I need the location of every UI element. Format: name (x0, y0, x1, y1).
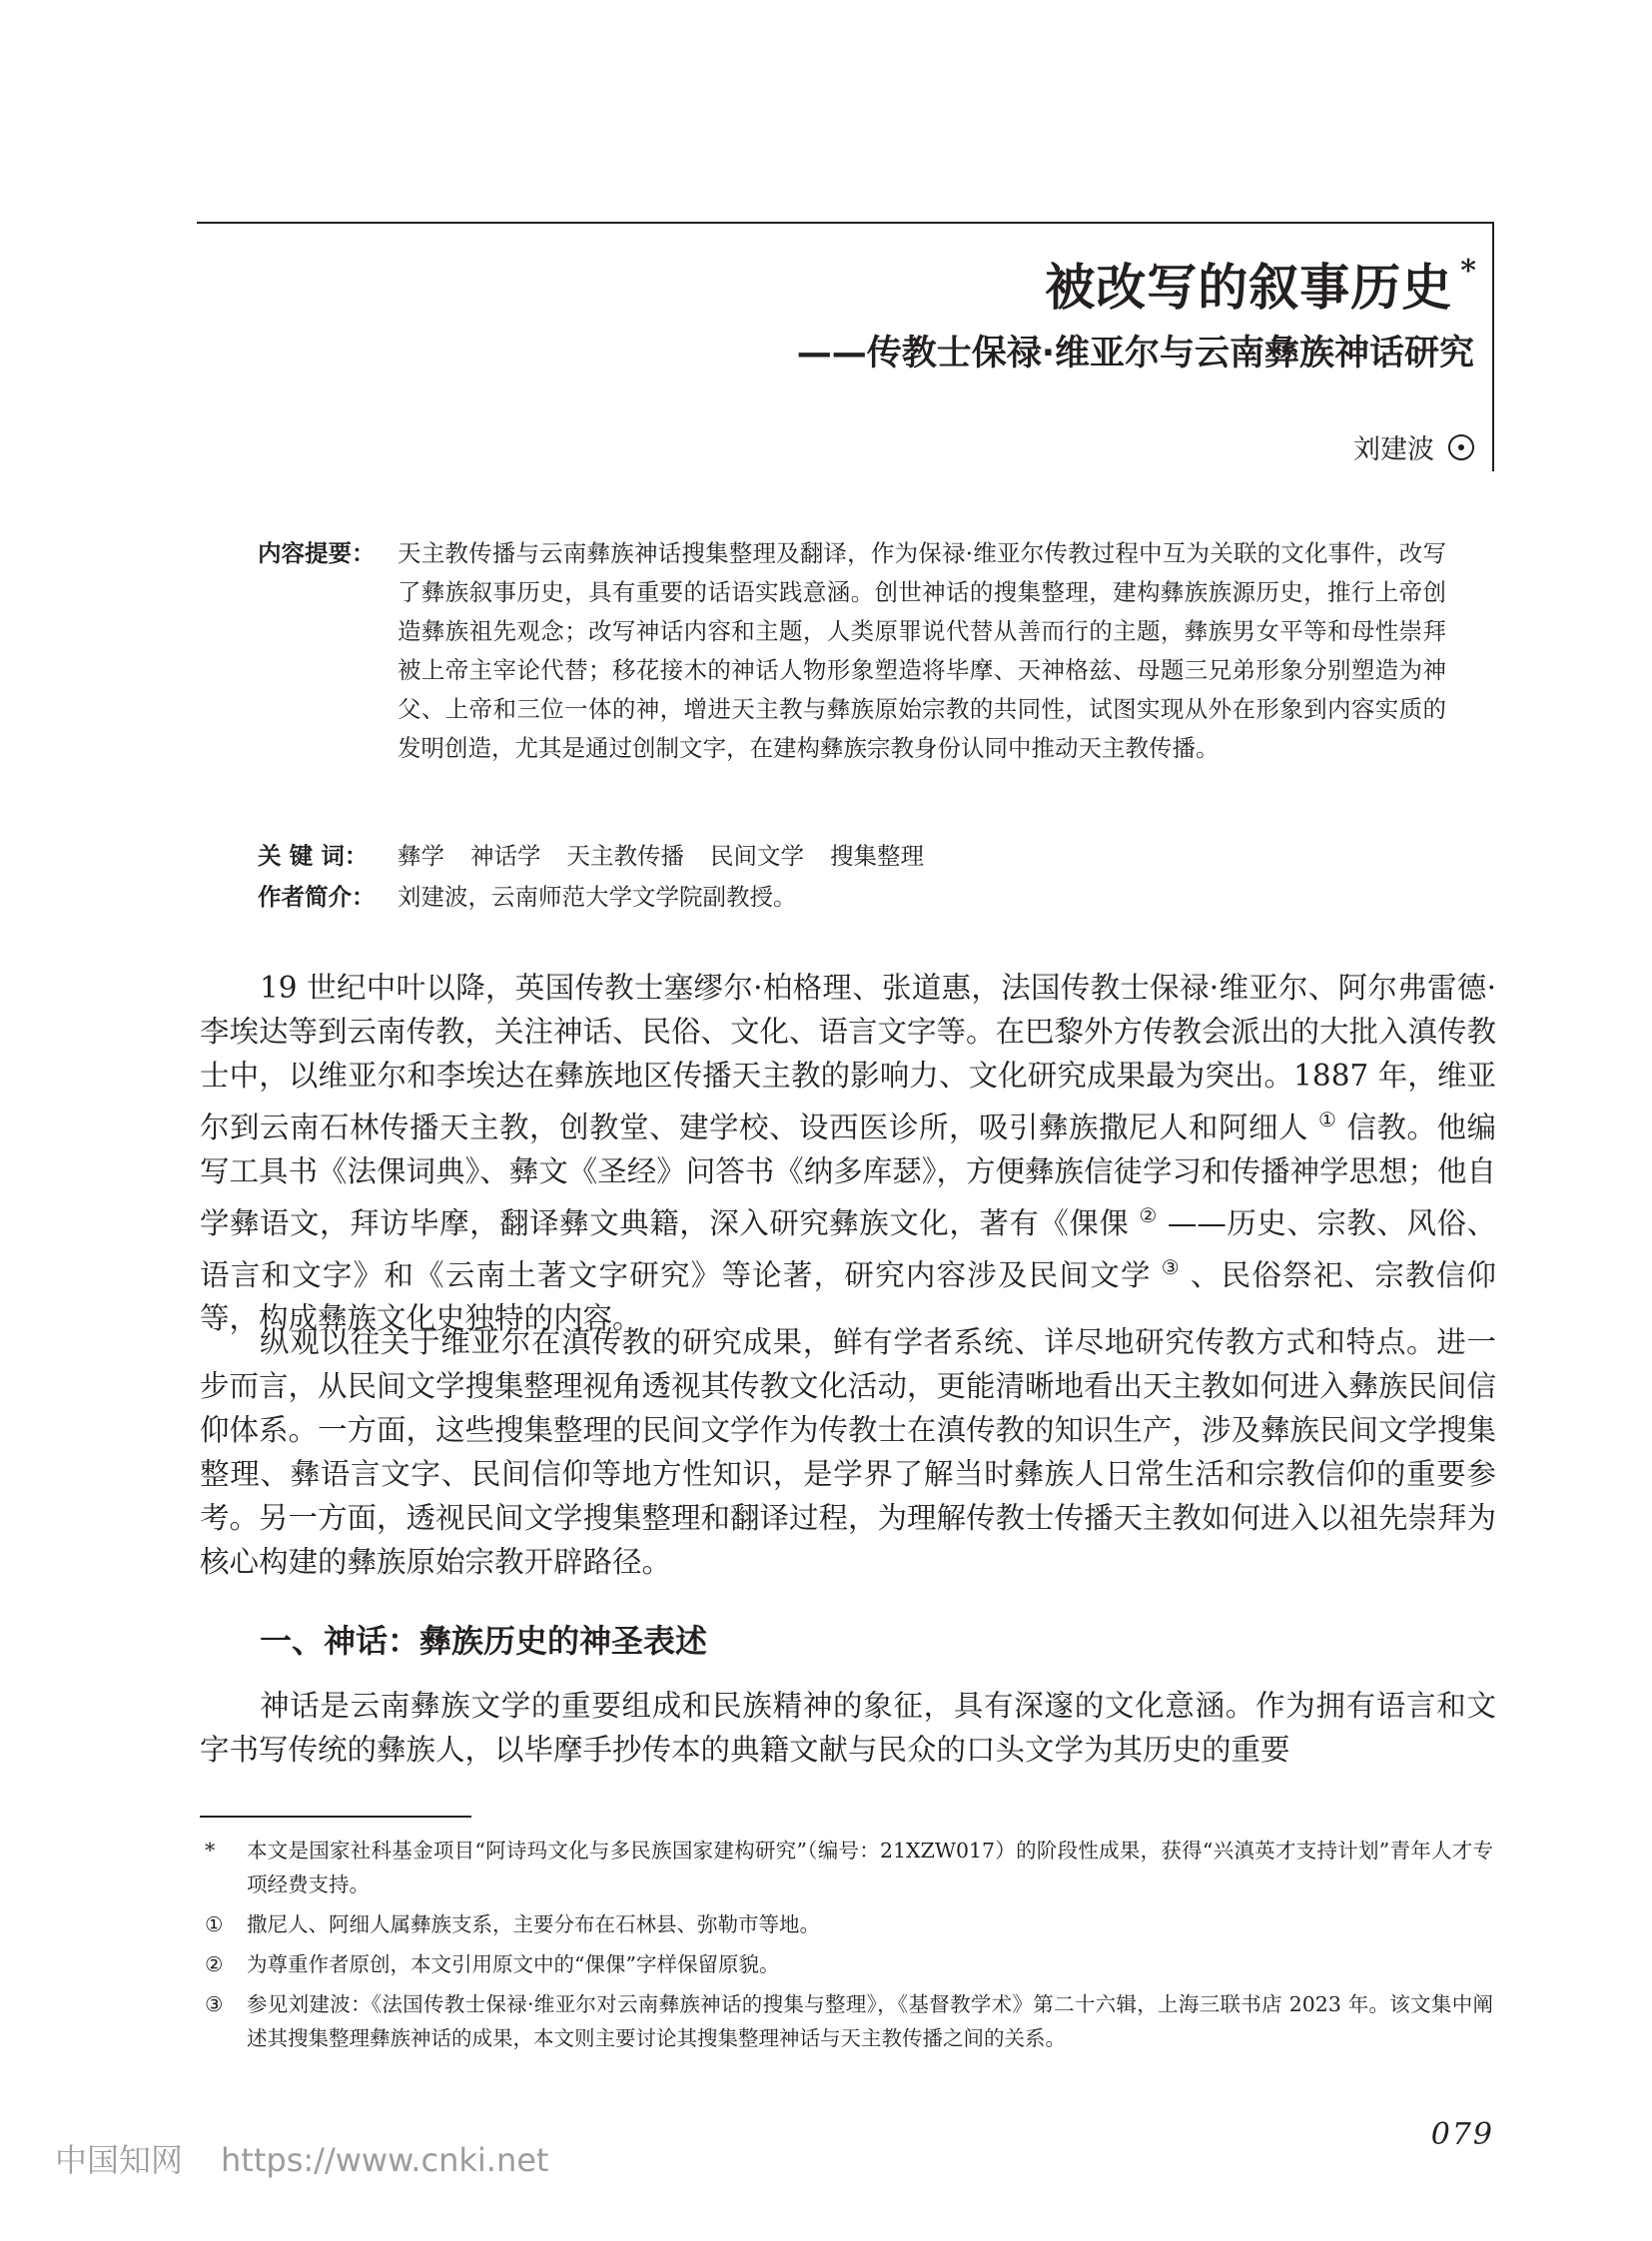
keyword: 彝学 (398, 842, 444, 870)
p1-text-b: 信教。他编写工具书《法倮词典》、彝文《圣经》问答书《纳多库瑟》，方便彝族信徒学习和传播神学思想；他自学彝语文，拜访毕摩，翻译彝文典籍，深入研究彝族文化，著有《倮倮 (200, 1110, 1497, 1240)
p1-text-a: 19 世纪中叶以降，英国传教士塞缪尔·柏格理、张道惠，法国传教士保禄·维亚尔、阿尔弗雷德·李埃达等到云南传教，关注神话、民俗、文化、语言文字等。在巴黎外方传教会派出的大批入滇传教士中，以维亚尔和李埃达在彝族地区传播天主教的影响力、文化研究成果最为突出。1887 年，维亚尔到云南石林传播天主教，创教堂、建学校、设西医诊所，吸引彝族撒尼人和阿细人 (200, 971, 1497, 1144)
keyword: 民间文学 (710, 842, 804, 870)
author-bullseye-icon (1448, 434, 1474, 460)
footnote-mark: ③ (205, 1992, 224, 2016)
keywords-block (258, 837, 1446, 876)
abstract-label: 内容提要： (258, 539, 376, 567)
footnote-divider (200, 1816, 471, 1818)
abstract-block (258, 534, 1446, 768)
footnote-item (205, 1834, 1493, 1901)
footnote-mark: ① (205, 1912, 224, 1936)
body-paragraph-2: 纵观以往关于维亚尔在滇传教的研究成果，鲜有学者系统、详尽地研究传教方式和特点。进一步而言，从民间文学搜集整理视角透视其传教文化活动，更能清晰地看出天主教如何进入彝族民间信仰体系。一方面，这些搜集整理的民间文学作为传教士在滇传教的知识生产，涉及彝族民间文学搜集整理、彝语言文字、民间信仰等地方性知识，是学界了解当时彝族人日常生活和宗教信仰的重要参考。另一方面，透视民间文学搜集整理和翻译过程，为理解传教士传播天主教如何进入以祖先崇拜为核心构建的彝族原始宗教开辟路径。 (200, 1325, 1497, 1579)
bio-label: 作者简介： (258, 883, 376, 911)
section-heading: 一、神话：彝族历史的神圣表述 (260, 1622, 708, 1660)
keyword: 天主教传播 (566, 842, 684, 870)
footnote-mark: * (205, 1839, 216, 1863)
footnote-text: 撒尼人、阿细人属彝族支系，主要分布在石林县、弥勒市等地。 (247, 1912, 820, 1936)
author-line (1353, 427, 1474, 466)
title-text: 被改写的叙事历史 (1045, 258, 1453, 317)
watermark-name: 中国知网 (55, 2141, 184, 2179)
article-subtitle: ——传教士保禄·维亚尔与云南彝族神话研究 (796, 334, 1474, 374)
footnote-list (205, 1834, 1493, 2061)
page-number: 079 (1430, 2117, 1494, 2152)
footnote-text: 本文是国家社科基金项目“阿诗玛文化与多民族国家建构研究”（编号：21XZW017）的阶段性成果，获得“兴滇英才支持计划”青年人才专项经费支持。 (247, 1839, 1493, 1896)
footnote-ref-3: ③ (1161, 1254, 1181, 1279)
footnote-ref-1: ① (1318, 1108, 1337, 1131)
footnote-text: 为尊重作者原创，本文引用原文中的“倮倮”字样保留原貌。 (247, 1952, 780, 1976)
header-rule-right (1492, 222, 1494, 471)
footnote-mark: ② (205, 1952, 224, 1976)
cnki-watermark (55, 2135, 548, 2181)
abstract-text: 天主教传播与云南彝族神话搜集整理及翻译，作为保禄·维亚尔传教过程中互为关联的文化事件，改写了彝族叙事历史，具有重要的话语实践意涵。创世神话的搜集整理，建构彝族族源历史，推行上帝创造彝族祖先观念；改写神话内容和主题，人类原罪说代替从善而行的主题，彝族男女平等和母性崇拜被上帝主宰论代替；移花接木的神话人物形象塑造将毕摩、天神格兹、母题三兄弟形象分别塑造为神父、上帝和三位一体的神，增进天主教与彝族原始宗教的共同性，试图实现从外在形象到内容实质的发明创造，尤其是通过创制文字，在建构彝族宗教身份认同中推动天主教传播。 (398, 539, 1446, 762)
footnote-item (205, 1987, 1493, 2055)
p1-text-c: ——历史、宗教、风俗、语言和文字》和《云南土著文字研究》等论著，研究内容涉及民间文学 (200, 1205, 1496, 1292)
article-title (1045, 248, 1477, 320)
p1-text-d: 、民俗祭祀、宗教信仰等，构成彝族文化史独特的内容。 (200, 1257, 1496, 1336)
bio-text: 刘建波，云南师范大学文学院副教授。 (398, 883, 797, 911)
title-footnote-mark: * (1460, 254, 1477, 290)
author-bio-block (258, 878, 1446, 917)
body-paragraph-3: 神话是云南彝族文学的重要组成和民族精神的象征，具有深邃的文化意涵。作为拥有语言和文字书写传统的彝族人，以毕摩手抄传本的典籍文献与民众的口头文学为其历史的重要 (200, 1689, 1496, 1767)
author-name: 刘建波 (1353, 434, 1434, 465)
keyword: 神话学 (470, 842, 541, 870)
keywords-label: 关 键 词： (258, 842, 369, 870)
header-rule-top (197, 222, 1494, 224)
keywords-list (258, 837, 1446, 876)
body-paragraph-1 (200, 966, 1496, 1340)
footnote-ref-2: ② (1139, 1202, 1158, 1227)
footnote-item (205, 1947, 1493, 1981)
watermark-url: https://www.cnki.net (221, 2141, 549, 2179)
keyword: 搜集整理 (830, 842, 924, 870)
footnote-text: 参见刘建波：《法国传教士保禄·维亚尔对云南彝族神话的搜集与整理》，《基督教学术》第二十六辑，上海三联书店 2023 年。该文集中阐述其搜集整理彝族神话的成果，本文则主要讨论其搜集整理神话与天主教传播之间的关系。 (247, 1992, 1493, 2050)
footnote-item (205, 1907, 1493, 1941)
